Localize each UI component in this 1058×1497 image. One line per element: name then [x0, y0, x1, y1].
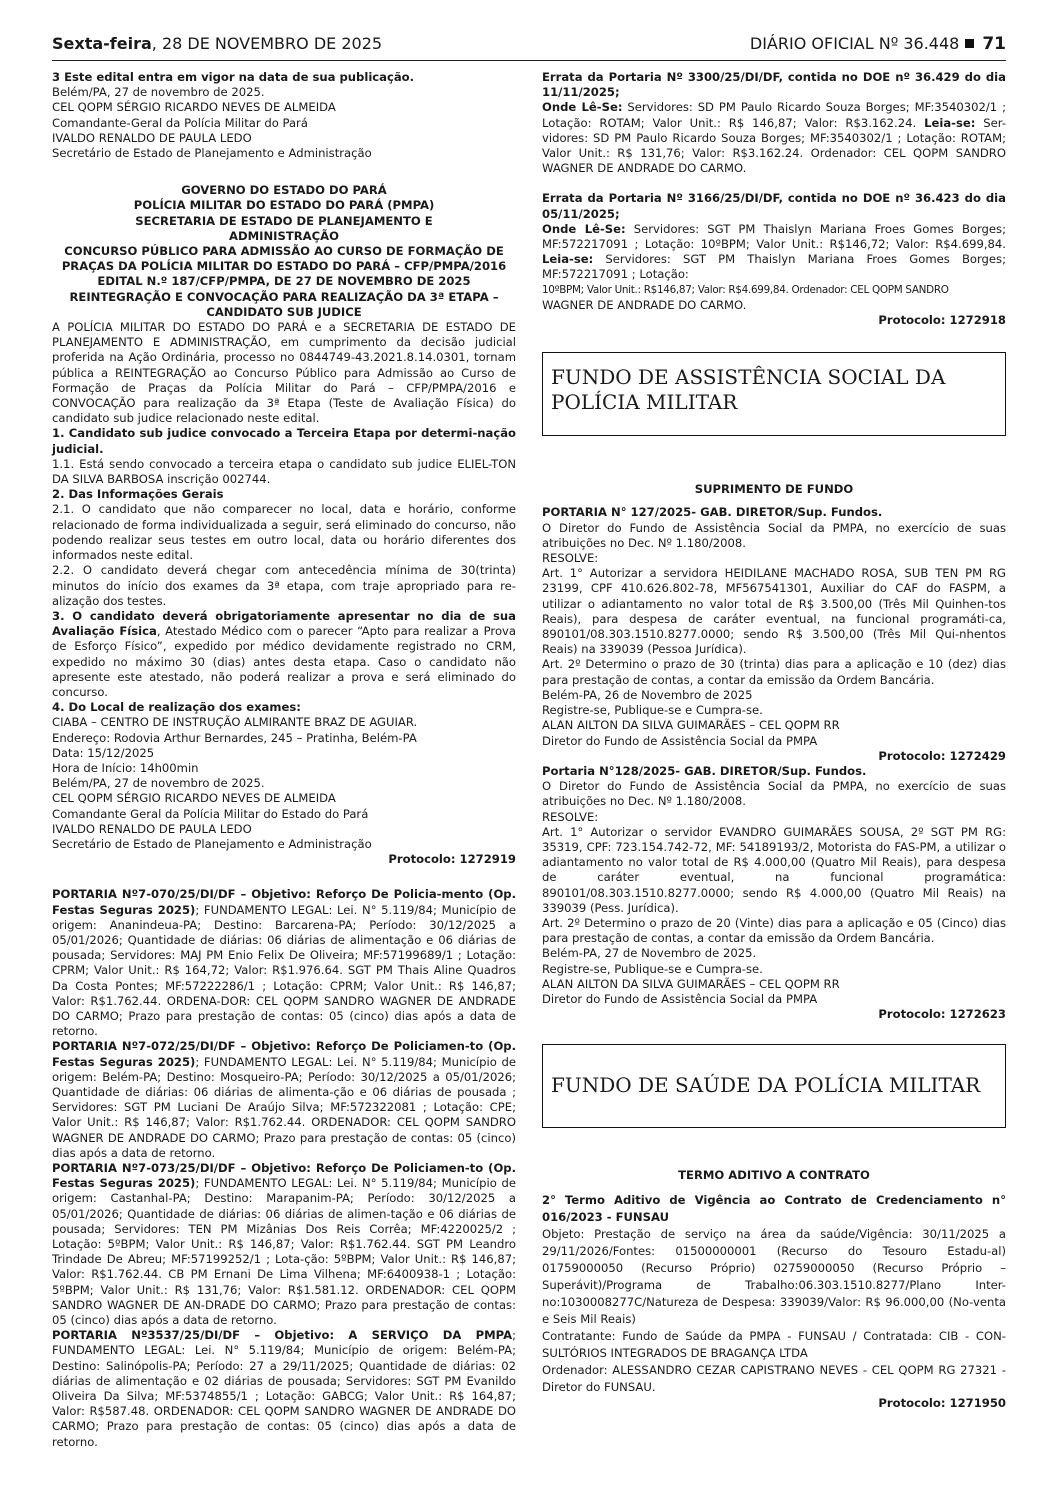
portaria-text: ; FUNDAMENTO LEGAL: Lei. N° 5.119/84; Município de origem: Belém-PA; Destino: Mosqueiro-PA; Período: 30/12/2025 a 05/01/2026; Quantidade de diárias: 06 diárias de alimenta-ção e 06 diárias de pousada ; Servidores: SGT PM Luciani De Araújo Silva; MF:572322081 ; Lotação: CPE; Valor Unit.: R$ 146,87; Valor: R$1.762.44. ORDENADOR: CEL QOPM SANDRO WAGNER DE ANDRADE DO CARMO; Prazo para prestação de contas: 05 (cinco) dias após a data de retorno.: [52, 1054, 516, 1160]
text-line: IVALDO RENALDO DE PAULA LEDO: [52, 821, 252, 836]
left-column: [52, 70, 516, 1450]
section-heading: TERMO ADITIVO A CONTRATO: [678, 1168, 870, 1183]
protocol-number: Protocolo: 1272919: [388, 852, 516, 867]
text-line: Secretário de Estado de Planejamento e Administração: [52, 836, 372, 851]
portaria-text: ; FUNDAMENTO LEGAL: Lei. N° 5.119/84; Município de origem: Ananindeua-PA; Destino: Barcarena-PA; Período: 30/12/2025 a 05/01/2026; Quantidade de diárias: 06 diárias de alimentação e 06 diárias de pousada; Servidores: MAJ PM Enio Felix De Oliveira; MF:57199689/1 ; Lotação: CPRM; Valor Unit.: R$ 164,72; Valor: R$1.976.64. SGT PM Thais Aline Quadros Da Costa Pontes; MF:57222286/1 ; Lotação: CPRM; Valor Unit.: R$ 146,87; Valor: R$1.762.44. ORDENA-DOR: CEL QOPM SANDRO WAGNER DE ANDRADE DO CARMO; Prazo para prestação de contas: 05 (cinco) dias após a data de retorno.: [52, 902, 516, 1039]
errata-text: [542, 100, 1006, 176]
text: Servidores: SGT PM Thaislyn Mariana Froes Gomes Borges; MF:572217091 ; Lotação: 10ºBPM; Valor Unit.: R$146,72; Valor: R$4.699,84.: [542, 221, 1006, 252]
header-journal: DIÁRIO OFICIAL Nº 36.448 71: [749, 34, 1006, 54]
text-line: Belém-PA, 27 de Novembro de 2025.: [542, 946, 757, 961]
page-number: 71: [982, 34, 1006, 54]
text-line: ALAN AILTON DA SILVA GUIMARÃES – CEL QOPM RR: [542, 976, 840, 991]
text-line: Belém/PA, 27 de novembro de 2025.: [52, 85, 265, 100]
portaria-title: PORTARIA N° 127/2025- GAB. DIRETOR/Sup. Fundos.: [542, 505, 883, 520]
text-line: CEL QOPM SÉRGIO RICARDO NEVES DE ALMEIDA: [52, 791, 336, 806]
paragraph: Contratante: Fundo de Saúde da PMPA - FUNSAU / Contratada: CIB - CON-SULTÓRIOS INTEGRADOS DE BRAGANÇA LTDA: [542, 1328, 1006, 1360]
portaria: [52, 1161, 516, 1328]
protocol-number: Protocolo: 1272429: [878, 748, 1006, 763]
heading: POLÍCIA MILITAR DO ESTADO DO PARÁ (PMPA): [133, 198, 435, 213]
text-line: Comandante Geral da Polícia Militar do Estado do Pará: [52, 806, 369, 821]
section-box-funsau: FUNDO DE SAÚDE DA POLÍCIA MILITAR: [542, 1044, 1006, 1128]
paragraph: O Diretor do Fundo de Assistência Social da PMPA, no exercício de suas atribuições no Dec. Nº 1.180/2008.: [542, 520, 1006, 550]
errata-text: [542, 222, 1006, 283]
heading: CONCURSO PÚBLICO PARA ADMISSÃO AO CURSO DE FORMAÇÃO DE PRAÇAS DA POLÍCIA MILITAR DO ESTADO DO PARÁ – CFP/PMPA/2016: [61, 244, 507, 274]
paragraph: A POLÍCIA MILITAR DO ESTADO DO PARÁ e a SECRETARIA DE ESTADO DE PLANEJAMENTO E ADMINISTRAÇÃO, em cumprimento da decisão judicial proferida na Ação Ordinária, processo no 0844749-43.2021.8.14.0301, tornam pública a REINTEGRAÇÃO ao Concurso Público para Admissão ao Curso de Formação de Praças da Polícia Militar do Pará – CFP/PMPA/2016 e CONVOCAÇÃO para realização da 3ª Etapa (Teste de Avaliação Física) do candidato sub judice relacionado neste edital.: [52, 320, 516, 426]
paragraph: Objeto: Prestação de serviço na área da saúde/Vigência: 30/11/2025 a 29/11/2026/Fontes: 01500000001 (Recurso do Tesouro Estadu-al) 01759000050 (Recurso Próprio) 02759000050 (Recurso Próprio – Superávit)/Programa de Trabalho:06.303.1510.8277/Plano Inter-no:1030008277C/Natureza de Despesa: 339039/Valor: R$ 96.000,00 (No-venta e Seis Mil Reais): [542, 1226, 1006, 1326]
heading: SECRETARIA DE ESTADO DE PLANEJAMENTO E ADMINISTRAÇÃO: [135, 213, 433, 243]
portaria-title: PORTARIA Nº7-073/25/DI/DF – Objetivo: Reforço De Policiamen-to (Op. Festas Seguras 2025): [52, 1161, 516, 1191]
header-rule: [52, 60, 1006, 61]
label: Leia-se:: [542, 252, 594, 267]
text-line: Diretor do Fundo de Assistência Social da PMPA: [542, 991, 818, 1006]
text-line: Secretário de Estado de Planejamento e Administração: [52, 146, 372, 161]
label: Onde Lê-Se:: [542, 221, 626, 236]
text-line: Hora de Início: 14h00min: [52, 760, 199, 775]
section-title: 1. Candidato sub judice convocado a Terceira Etapa por determi-nação judicial.: [52, 426, 516, 456]
edital-vigor: 3 Este edital entra em vigor na data de sua publicação.: [52, 70, 415, 84]
protocol-number: Protocolo: 1271950: [878, 1395, 1006, 1410]
section-box-fasp: FUNDO DE ASSISTÊNCIA SOCIAL DA POLÍCIA MILITAR: [542, 352, 1006, 436]
portaria: [52, 1039, 516, 1161]
paragraph-text: , Atestado Médico com o parecer “Apto para realizar a Prova de Esforço Físico”, expedido por médico devidamente registrado no CRM, expedido no máximo 30 (dias) antes desta etapa. Caso o candidato não apresente este atestado, não poderá realizar a prova e será eliminado do concurso.: [52, 624, 516, 699]
text-line: 10ºBPM; Valor Unit.: R$146,87; Valor: R$4.699,84. Ordenador: CEL QOPM SANDRO: [542, 283, 949, 296]
paragraph: [52, 609, 516, 700]
text-line: ALAN AILTON DA SILVA GUIMARÃES – CEL QOPM RR: [542, 718, 840, 733]
portaria-title: PORTARIA Nº7-070/25/DI/DF – Objetivo: Reforço De Policia-mento (Op. Festas Seguras 2025): [52, 887, 516, 917]
paragraph: 2.1. O candidato que não comparecer no local, data e horário, conforme relacionado de forma individualizada a seguir, será eliminado do concurso, não podendo realizar seus testes em outro local, data ou horário diferentes dos informados neste edital.: [52, 502, 516, 563]
text: Ser-vidores: SD PM Paulo Ricardo Souza Borges; MF:3540302/1 ; Lotação: ROTAM; Valor Unit.: R$ 131,76; Valor: R$3.162.24. Ordenador: CEL QOPM SANDRO WAGNER DE ANDRADE DO CARMO.: [542, 115, 1007, 176]
square-bullet-icon: [965, 39, 974, 48]
portaria: [52, 887, 516, 1039]
paragraph: Art. 2º Determino o prazo de 20 (Vinte) dias para a aplicação e 05 (Cinco) dias para prestação de contas, a contar da emissão da Ordem Bancária.: [542, 915, 1006, 946]
text-line: RESOLVE:: [542, 809, 599, 824]
protocol-number: Protocolo: 1272623: [878, 1007, 1006, 1022]
portaria-title: PORTARIA Nº3537/25/DI/DF – Objetivo: A SERVIÇO DA PMPA: [52, 1328, 513, 1343]
paragraph: 2.2. O candidato deverá chegar com antecedência mínima de 30(trinta) minutos do início dos exames da 3ª etapa, com traje apropriado para re-alização dos testes.: [52, 563, 516, 608]
text-line: IVALDO RENALDO DE PAULA LEDO: [52, 130, 252, 145]
errata-title: Errata da Portaria Nº 3166/25/DI/DF, contida no DOE nº 36.423 do dia 05/11/2025;: [542, 191, 1006, 221]
heading: REINTEGRAÇÃO E CONVOCAÇÃO PARA REALIZAÇÃO DA 3ª ETAPA – CANDIDATO SUB JUDICE: [69, 289, 499, 319]
text-line: Registre-se, Publique-se e Cumpra-se.: [542, 703, 763, 718]
text-line: Belém/PA, 27 de novembro de 2025.: [52, 776, 265, 791]
heading: GOVERNO DO ESTADO DO PARÁ: [181, 183, 387, 198]
right-column: [542, 70, 1006, 1411]
text-line: Data: 15/12/2025: [52, 745, 155, 760]
text-line: Registre-se, Publique-se e Cumpra-se.: [542, 961, 763, 976]
termo-title: 2° Termo Aditivo de Vigência ao Contrato de Credenciamento n° 016/2023 - FUNSAU: [542, 1192, 1006, 1224]
text: Servidores: SD PM Paulo Ricardo Souza Borges; MF:3540302/1 ; Lotação: ROTAM; Valor Unit.: R$ 146,87; Valor: R$3.162.24.: [542, 100, 1006, 130]
header-date: Sexta-feira, 28 DE NOVEMBRO DE 2025: [52, 34, 383, 53]
paragraph: Ordenador: ALESSANDRO CEZAR CAPISTRANO NEVES - CEL QOPM RG 27321 - Diretor do FUNSAU.: [542, 1362, 1006, 1394]
portaria-title: PORTARIA Nº7-072/25/DI/DF – Objetivo: Reforço De Policiamen-to (Op. Festas Seguras 2025): [52, 1039, 516, 1069]
text-line: Endereço: Rodovia Arthur Bernardes, 245 – Pratinha, Belém-PA: [52, 730, 417, 745]
portaria-text: ; FUNDAMENTO LEGAL: Lei. N° 5.119/84; Município de origem: Belém-PA; Destino: Salinópolis-PA; Período: 27 a 29/11/2025; Quantidade de diárias: 02 diárias de alimentação e 02 diárias de pousada; Servidores: SGT PM Evanildo Oliveira Da Silva; MF:5374855/1 ; Lotação: GABCG; Valor Unit.: R$ 164,87; Valor: R$587.48. ORDENADOR: CEL QOPM SANDRO WAGNER DE ANDRADE DO CARMO; Prazo para prestação de contas: 05 (cinco) dias após a data de retorno.: [52, 1328, 516, 1449]
section-heading: SUPRIMENTO DE FUNDO: [694, 482, 854, 497]
text-line: Belém-PA, 26 de Novembro de 2025: [542, 687, 753, 702]
text: Servidores: SGT PM Thaislyn Mariana Froes Gomes Borges; MF:572217091 ; Lotação:: [542, 252, 1006, 282]
heading: EDITAL N.º 187/CFP/PMPA, DE 27 DE NOVEMBRO DE 2025: [97, 274, 471, 289]
errata-title: Errata da Portaria Nº 3300/25/DI/DF, contida no DOE nº 36.429 do dia 11/11/2025;: [542, 70, 1006, 100]
portaria-title: Portaria N°128/2025- GAB. DIRETOR/Sup. Fundos.: [542, 763, 867, 778]
text-line: Comandante-Geral da Polícia Militar do Pará: [52, 115, 308, 130]
section-title: 2. Das Informações Gerais: [52, 487, 224, 502]
section-title: 3. O candidato deverá obrigatoriamente apresentar no dia de sua Avaliação Física: [52, 608, 516, 639]
paragraph: O Diretor do Fundo de Assistência Social da PMPA, no exercício de suas atribuições no Dec. Nº 1.180/2008.: [542, 779, 1006, 809]
text-line: WAGNER DE ANDRADE DO CARMO.: [542, 297, 747, 312]
label: Onde Lê-Se:: [542, 100, 623, 115]
paragraph: Art. 1° Autorizar a servidora HEIDILANE MACHADO ROSA, SUB TEN PM RG 23199, CPF 410.626.802-78, MF567541301, Auxiliar do CAF do FASPM, a utilizar o adiantamento no valor total de R$ 3.500,00 (Três Mil Quinhen-tos Reais), para despesa de caráter eventual, na funcional programáti-ca, 890101/08.303.1510.8277.0000; sendo R$ 3.500,00 (Três Mil Qui-nhentos Reais) na 339039 (Pessoa Jurídica).: [542, 566, 1006, 657]
section-title: 4. Do Local de realização dos exames:: [52, 700, 301, 715]
paragraph: 1.1. Está sendo convocado a terceira etapa o candidato sub judice ELIEL-TON DA SILVA BARBOSA inscrição 002744.: [52, 456, 516, 487]
text-line: CEL QOPM SÉRGIO RICARDO NEVES DE ALMEIDA: [52, 100, 336, 115]
text-line: Diretor do Fundo de Assistência Social da PMPA: [542, 733, 818, 748]
portaria: [52, 1328, 516, 1450]
label: Leia-se:: [924, 115, 976, 130]
page-header: [52, 34, 1006, 60]
text-line: CIABA – CENTRO DE INSTRUÇÃO ALMIRANTE BRAZ DE AGUIAR.: [52, 715, 418, 730]
portaria-text: ; FUNDAMENTO LEGAL: Lei. N° 5.119/84; Município de origem: Castanhal-PA; Destino: Marapanim-PA; Período: 30/12/2025 a 05/01/2026; Quantidade de diárias: 06 diárias de alimen-tação e 06 diárias de pousada; Servidores: TEN PM Mizânias Dos Reis Corrêa; MF:4220025/2 ; Lotação: 5ºBPM; Valor Unit.: R$ 146,87; Valor: R$1.762.44. SGT PM Leandro Trindade De Abreu; MF:57199252/1 ; Lota-ção: 5ºBPM; Valor Unit.: R$ 146,87; Valor: R$1.762.44. CB PM Ernani De Lima Vilhena; MF:6400938-1 ; Lotação: 5ºBPM; Valor Unit.: R$ 131,76; Valor: R$1.581.12. ORDENADOR: CEL QOPM SANDRO WAGNER DE AN-DRADE DO CARMO; Prazo para prestação de contas: 05 (cinco) dias após a data de retorno.: [52, 1176, 516, 1328]
paragraph: Art. 1° Autorizar o servidor EVANDRO GUIMARÃES SOUSA, 2º SGT PM RG: 35319, CPF: 723.154.742-72, MF: 54189193/2, Motorista do FAS-PM, a utilizar o adiantamento no valor total de R$ 4.000,00 (Quatro Mil Reais), para despesa de caráter eventual, na funcional programática: 890101/08.303.1510.8277.0000; sendo R$ 4.000,00 (Quatro Mil Reais) na 339039 (Pess. Jurídica).: [542, 824, 1006, 915]
text-line: RESOLVE:: [542, 551, 599, 566]
paragraph: Art. 2º Determino o prazo de 30 (trinta) dias para a aplicação e 10 (dez) dias para prestação de contas, a contar da emissão da Ordem Bancária.: [542, 657, 1006, 687]
protocol-number: Protocolo: 1272918: [878, 313, 1006, 328]
